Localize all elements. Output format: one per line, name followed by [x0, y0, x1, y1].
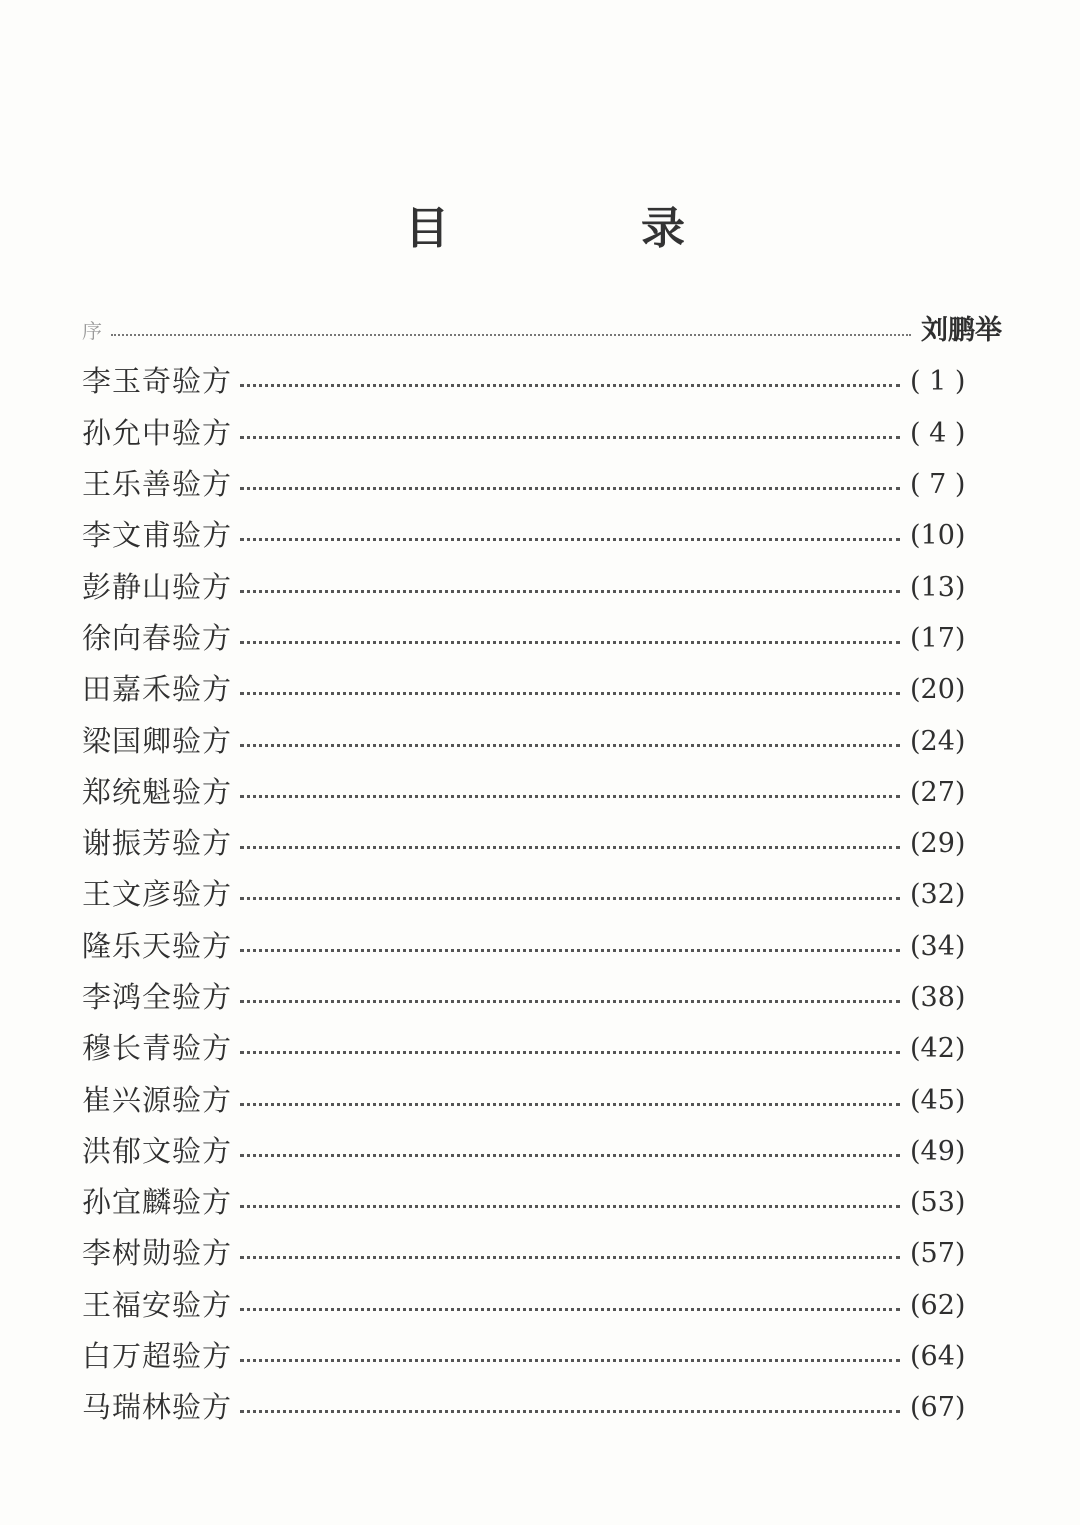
dot-leader: [240, 1000, 900, 1003]
toc-entry-page: (20): [910, 674, 966, 706]
title-char-1: 目: [405, 203, 449, 254]
toc-entry-label: 王福安验方: [82, 1287, 233, 1322]
toc-row[interactable]: [82, 1228, 1002, 1279]
dot-leader: [240, 692, 900, 695]
toc-row[interactable]: [82, 1074, 1002, 1125]
toc-entry-page: (32): [910, 879, 966, 911]
toc-entry-page: (64): [910, 1341, 966, 1373]
toc-row[interactable]: [82, 767, 1002, 818]
toc-entry-page: ( 1 ): [910, 366, 966, 398]
toc-row[interactable]: [82, 561, 1002, 612]
toc-row[interactable]: [82, 408, 1002, 459]
toc-entry-label: 彭静山验方: [82, 569, 233, 604]
toc-row[interactable]: [82, 972, 1002, 1023]
toc-entry-label: 李树勋验方: [82, 1236, 233, 1271]
toc-entry-page: ( 4 ): [910, 417, 966, 449]
toc-entry-page: (24): [910, 725, 966, 757]
toc-row[interactable]: [82, 818, 1002, 869]
toc-entry-page: (67): [910, 1392, 966, 1424]
toc-entry-label: 白万超验方: [82, 1339, 233, 1374]
toc-row[interactable]: [82, 715, 1002, 766]
dot-leader: [240, 1205, 900, 1208]
toc-row[interactable]: [82, 921, 1002, 972]
dot-leader: [240, 487, 900, 490]
toc-entry-label: 穆长青验方: [82, 1031, 233, 1066]
preface-label: 序: [82, 318, 103, 343]
toc-entry-label: 李玉奇验方: [82, 364, 233, 399]
toc-row[interactable]: [82, 1280, 1002, 1331]
toc-entry-page: (45): [910, 1084, 966, 1116]
toc-entry-label: 孙允中验方: [82, 415, 233, 450]
dot-leader: [240, 1103, 900, 1106]
toc-entry-label: 李文甫验方: [82, 518, 233, 553]
dot-leader: [240, 1256, 900, 1259]
dot-leader: [240, 1154, 900, 1157]
toc-entry-label: 郑统魁验方: [82, 774, 233, 809]
dot-leader: [240, 1308, 900, 1311]
toc-entry-page: (27): [910, 776, 966, 808]
toc-entry-label: 崔兴源验方: [82, 1082, 233, 1117]
dot-leader: [240, 846, 900, 849]
toc-entry-page: (42): [910, 1033, 966, 1065]
toc-entry-page: (34): [910, 930, 966, 962]
table-of-contents: [82, 305, 1002, 1434]
toc-entry-label: 王文彦验方: [82, 877, 233, 912]
toc-row[interactable]: [82, 869, 1002, 920]
dot-leader: [240, 1051, 900, 1054]
dot-leader: [240, 897, 900, 900]
toc-entry-page: (10): [910, 520, 966, 552]
toc-row[interactable]: [82, 459, 1002, 510]
toc-entry-label: 孙宜麟验方: [82, 1185, 233, 1220]
toc-entry-page: (29): [910, 828, 966, 860]
toc-row[interactable]: [82, 1177, 1002, 1228]
toc-entry-page: (38): [910, 982, 966, 1013]
toc-entry-page: (17): [910, 622, 966, 654]
toc-entry-page: (53): [910, 1187, 966, 1219]
toc-entry-label: 马瑞林验方: [82, 1390, 233, 1425]
toc-row[interactable]: [82, 1023, 1002, 1074]
preface-author: 刘鹏举: [921, 315, 1002, 347]
toc-row[interactable]: [82, 664, 1002, 715]
toc-row[interactable]: [82, 1331, 1002, 1382]
toc-row[interactable]: [82, 356, 1002, 407]
toc-entry-label: 梁国卿验方: [82, 723, 233, 758]
toc-entry-page: (62): [910, 1289, 966, 1321]
dot-leader: [240, 1359, 900, 1362]
dot-leader: [111, 334, 911, 336]
toc-entry-page: (57): [910, 1238, 966, 1270]
dot-leader: [240, 744, 900, 747]
dot-leader: [240, 436, 900, 439]
toc-entry-label: 田嘉禾验方: [82, 672, 233, 707]
toc-row[interactable]: [82, 510, 1002, 561]
dot-leader: [240, 590, 900, 593]
toc-entry-page: (13): [910, 571, 966, 603]
dot-leader: [240, 949, 900, 952]
toc-row[interactable]: [82, 613, 1002, 664]
toc-entry-page: ( 7 ): [910, 469, 966, 501]
dot-leader: [240, 795, 900, 798]
dot-leader: [240, 538, 900, 541]
toc-entry-page: (49): [910, 1135, 966, 1167]
page-title: [405, 196, 685, 252]
dot-leader: [240, 384, 900, 387]
toc-row[interactable]: [82, 1382, 1002, 1433]
toc-entry-label: 隆乐天验方: [82, 928, 233, 963]
toc-row-preface[interactable]: [82, 305, 1002, 356]
dot-leader: [240, 641, 900, 644]
toc-entry-label: 李鸿全验方: [82, 980, 233, 1014]
toc-entry-label: 洪郁文验方: [82, 1133, 233, 1168]
toc-row[interactable]: [82, 1126, 1002, 1177]
toc-entry-label: 徐向春验方: [82, 620, 233, 655]
toc-entry-label: 王乐善验方: [82, 467, 233, 502]
toc-entry-label: 谢振芳验方: [82, 826, 233, 861]
title-char-2: 录: [641, 203, 685, 254]
dot-leader: [240, 1410, 900, 1413]
